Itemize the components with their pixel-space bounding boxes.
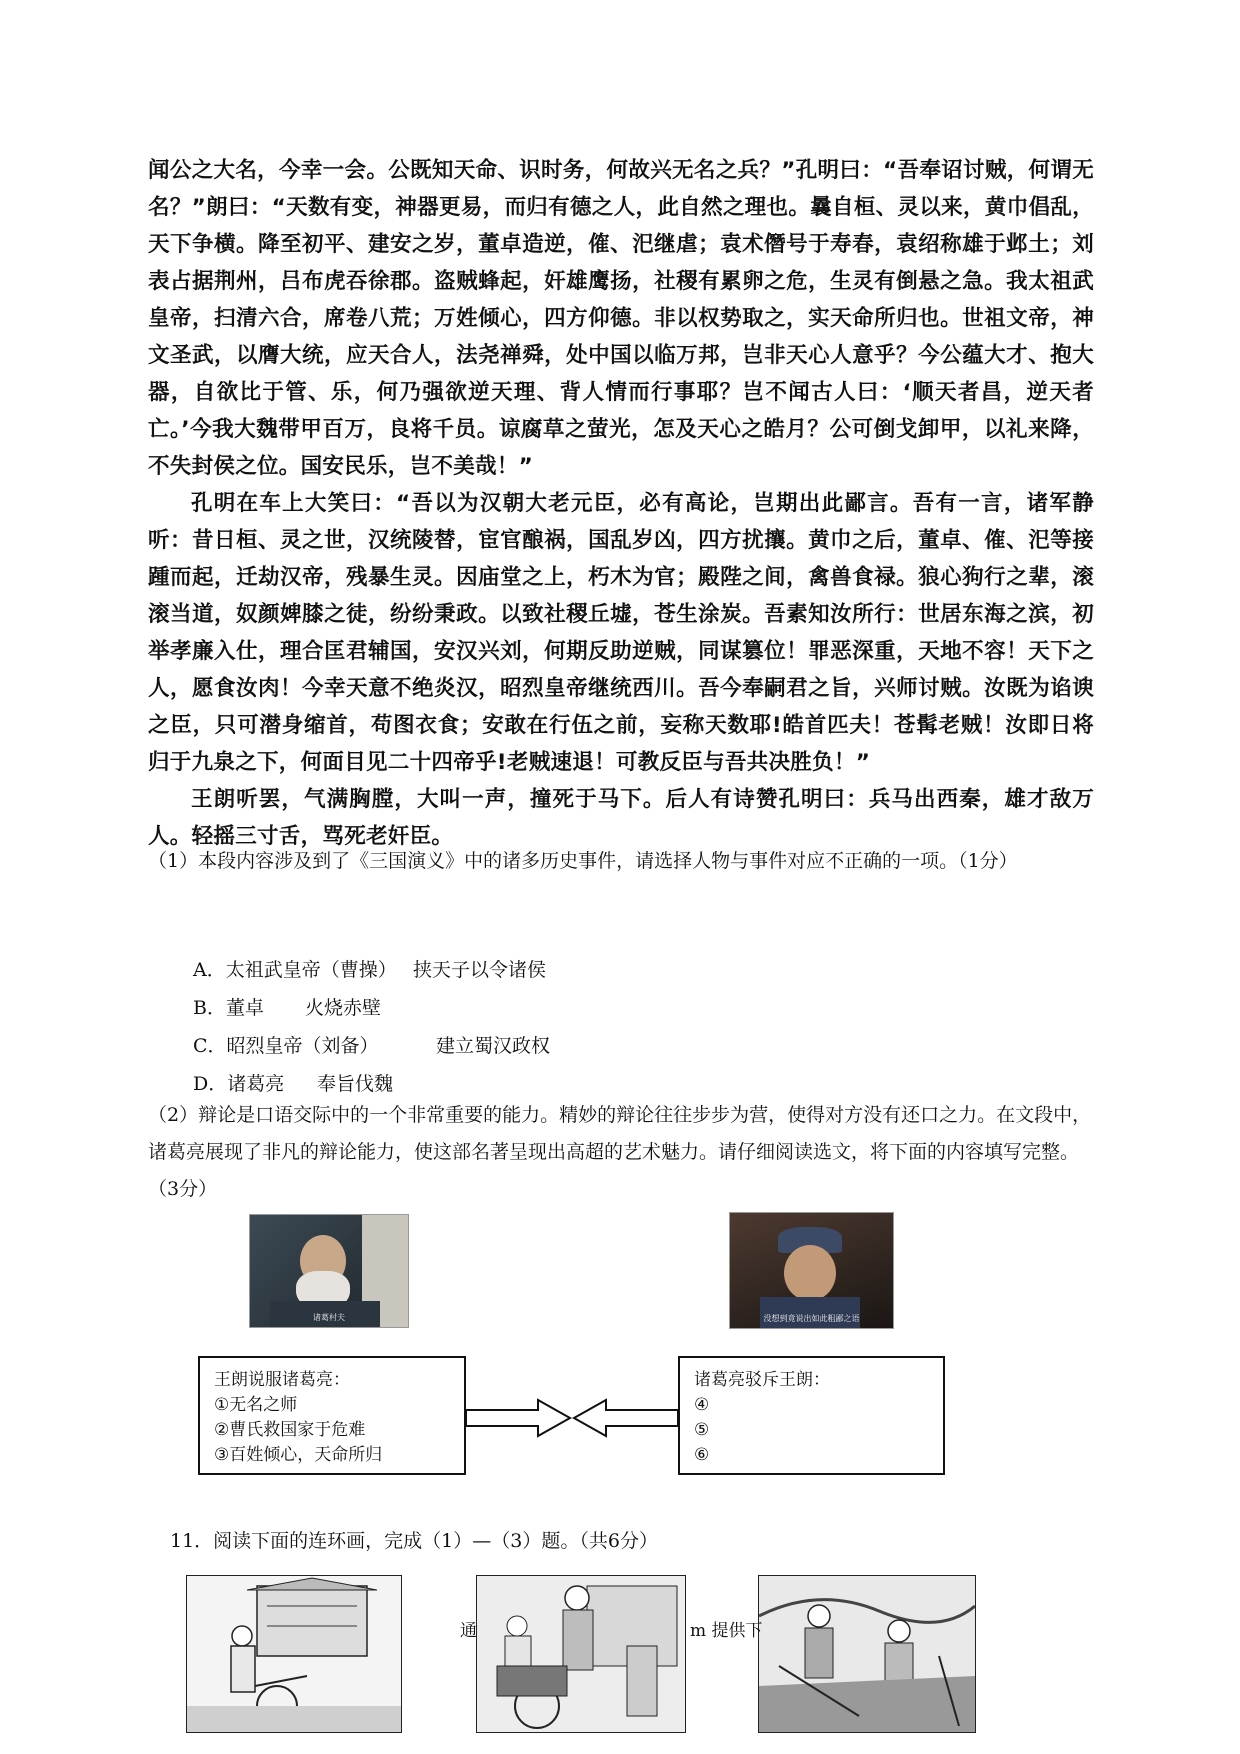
footer-right-fragment: m 提供下 <box>690 1621 763 1641</box>
wang-lang-box-title: 王朗说服诸葛亮： <box>214 1370 350 1390</box>
zhuge-liang-photo <box>729 1212 894 1329</box>
option-c <box>193 1031 550 1061</box>
zhuge-liang-box-title: 诸葛亮驳斥王朗： <box>694 1370 830 1390</box>
wang-lang-argument-box <box>198 1356 466 1475</box>
option-a-label: A．太祖武皇帝（曹操） <box>193 959 397 981</box>
wang-lang-point-1: ①无名之师 <box>214 1395 298 1415</box>
option-d <box>193 1069 393 1099</box>
zhuge-liang-blank-5: ⑤ <box>694 1420 710 1440</box>
option-c-label: C．昭烈皇帝（刘备） <box>193 1035 379 1057</box>
question-2-stem: （2）辩论是口语交际中的一个非常重要的能力。精妙的辩论往往步步为营，使得对方没有还口之力。在文段中，诸葛亮展现了非凡的辩论能力，使这部名著呈现出高超的艺术魅力。请仔细阅读选文，将下面的内容填写完整。（3分） <box>148 1104 1092 1200</box>
option-d-event: 奉旨伐魏 <box>317 1073 394 1095</box>
wang-lang-point-3: ③百姓倾心，天命所归 <box>214 1445 383 1465</box>
opposing-arrows <box>466 1396 678 1440</box>
passage-paragraph-3: 王朗听罢，气满胸膛，大叫一声，撞死于马下。后人有诗赞孔明曰：兵马出西秦，雄才敌万人。轻摇三寸舌，骂死老奸臣。 <box>148 787 1094 849</box>
wang-lang-photo <box>249 1214 409 1328</box>
option-d-label: D．诸葛亮 <box>193 1073 285 1095</box>
passage <box>148 152 1094 855</box>
zhuge-liang-blank-6: ⑥ <box>694 1445 710 1465</box>
comic-panel-3 <box>758 1575 976 1733</box>
comic-panel-2 <box>476 1575 686 1733</box>
wang-lang-caption: 诸葛村夫 <box>313 1313 345 1322</box>
passage-paragraph-1: 闻公之大名，今幸一会。公既知天命、识时务，何故兴无名之兵？”孔明曰：“吾奉诏讨贼，何谓无名？”朗曰：“天数有变，神器更易，而归有德之人，此自然之理也。曩自桓、灵以来，黄巾倡乱，天下争横。降至初平、建安之岁，董卓造逆，傕、汜继虐；袁术僭号于寿春，袁绍称雄于邺土；刘表占据荆州，吕布虎吞徐郡。盗贼蜂起，奸雄鹰扬，社稷有累卵之危，生灵有倒悬之急。我太祖武皇帝，扫清六合，席卷八荒；万姓倾心，四方仰德。非以权势取之，实天命所归也。世祖文帝，神文圣武，以膺大统，应天合人，法尧禅舜，处中国以临万邦，岂非天心人意乎？今公蕴大才、抱大器，自欲比于管、乐，何乃强欲逆天理、背人情而行事耶？岂不闻古人曰：‘顺天者昌，逆天者亡。’今我大魏带甲百万，良将千员。谅腐草之萤光，怎及天心之皓月？公可倒戈卸甲，以礼来降，不失封侯之位。国安民乐，岂不美哉！” <box>148 158 1094 479</box>
option-b-label: B．董卓 <box>193 997 264 1019</box>
zhuge-liang-argument-box <box>678 1356 945 1475</box>
left-arrow-icon <box>574 1400 678 1436</box>
footer-left-fragment: 通 <box>460 1621 477 1641</box>
option-a-event: 挟天子以令诸侯 <box>413 959 547 981</box>
option-a <box>193 955 546 985</box>
comic-panel-1 <box>186 1575 402 1733</box>
question-1-stem: （1）本段内容涉及到了《三国演义》中的诸多历史事件，请选择人物与事件对应不正确的一项。（1分） <box>148 850 1018 872</box>
zhuge-liang-caption: 没想到竟说出如此粗鄙之语 <box>763 1314 860 1323</box>
zhuge-liang-blank-4: ④ <box>694 1395 710 1415</box>
option-c-event: 建立蜀汉政权 <box>436 1035 551 1057</box>
passage-paragraph-2: 孔明在车上大笑曰：“吾以为汉朝大老元臣，必有高论，岂期出此鄙言。吾有一言，诸军静听：昔日桓、灵之世，汉统陵替，宦官酿祸，国乱岁凶，四方扰攘。黄巾之后，董卓、傕、汜等接踵而起，迁劫汉帝，残暴生灵。因庙堂之上，朽木为官；殿陛之间，禽兽食禄。狼心狗行之辈，滚滚当道，奴颜婢膝之徒，纷纷秉政。以致社稷丘墟，苍生涂炭。吾素知汝所行：世居东海之滨，初举孝廉入仕，理合匡君辅国，安汉兴刘，何期反助逆贼，同谋篡位！罪恶深重，天地不容！天下之人，愿食汝肉！今幸天意不绝炎汉，昭烈皇帝继统西川。吾今奉嗣君之旨，兴师讨贼。汝既为谄谀之臣，只可潜身缩首，苟图衣食；安敢在行伍之前，妄称天数耶!皓首匹夫！苍髯老贼！汝即日将归于九泉之下，何面目见二十四帝乎!老贼速退！可教反臣与吾共决胜负！” <box>148 491 1094 775</box>
wang-lang-point-2: ②曹氏救国家于危难 <box>214 1420 366 1440</box>
option-b-event: 火烧赤壁 <box>305 997 382 1019</box>
question-11-stem: 11．阅读下面的连环画，完成（1）—（3）题。（共6分） <box>170 1530 658 1552</box>
right-arrow-icon <box>466 1400 570 1436</box>
option-b <box>193 993 381 1023</box>
